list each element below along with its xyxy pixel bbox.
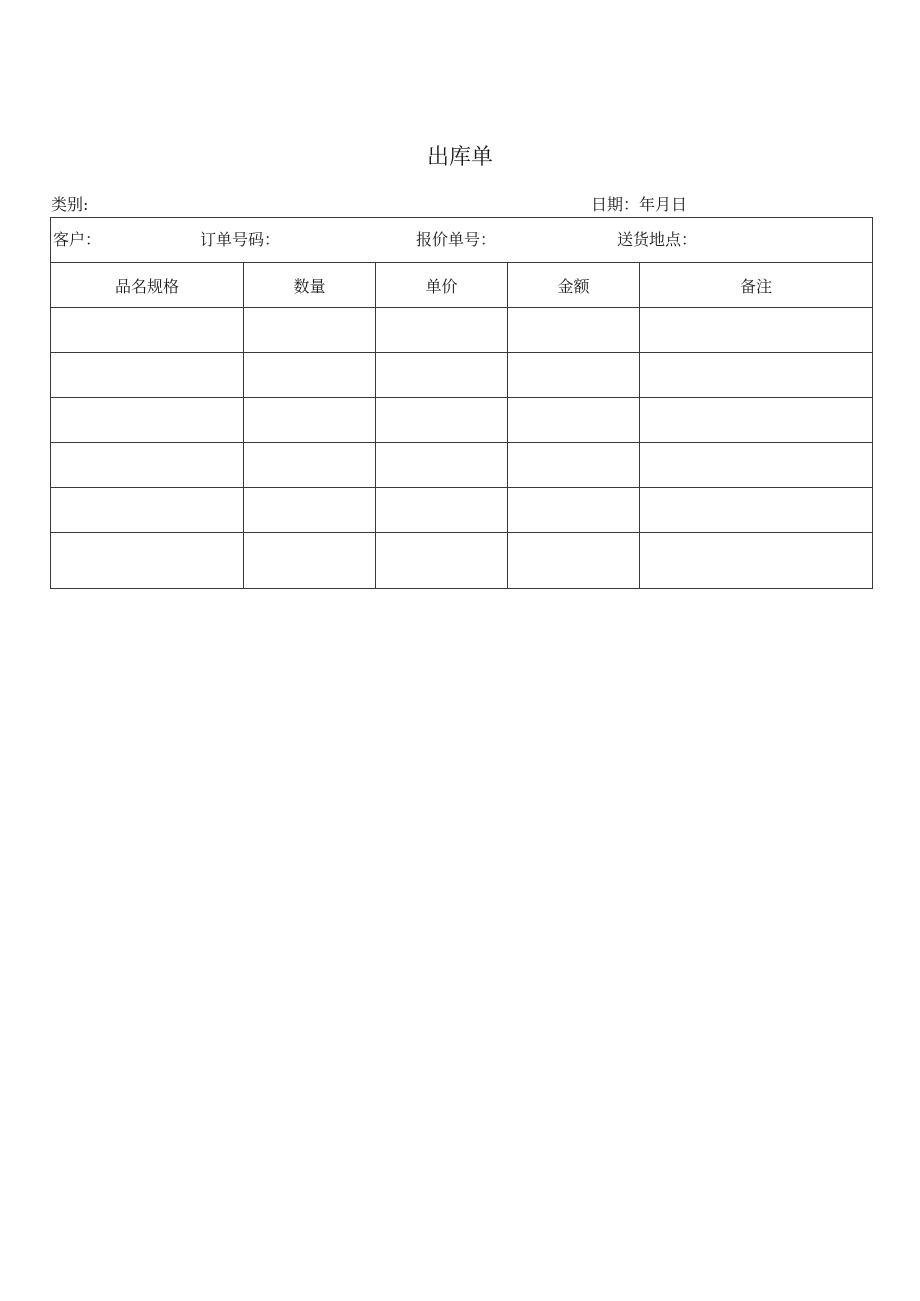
cell-unit-price[interactable]	[376, 443, 508, 488]
table-row	[51, 533, 873, 589]
outbound-form-table	[50, 217, 873, 589]
customer-label: 客户：	[53, 230, 102, 249]
cell-product-spec[interactable]	[51, 533, 244, 589]
cell-unit-price[interactable]	[376, 533, 508, 589]
header-unit-price: 单价	[376, 263, 508, 308]
delivery-location-label: 送货地点：	[617, 230, 698, 249]
header-quantity: 数量	[244, 263, 376, 308]
info-row	[51, 218, 873, 263]
cell-unit-price[interactable]	[376, 398, 508, 443]
cell-quantity[interactable]	[244, 488, 376, 533]
cell-unit-price[interactable]	[376, 353, 508, 398]
cell-amount[interactable]	[508, 308, 640, 353]
cell-remarks[interactable]	[640, 353, 873, 398]
cell-remarks[interactable]	[640, 533, 873, 589]
cell-product-spec[interactable]	[51, 398, 244, 443]
cell-amount[interactable]	[508, 398, 640, 443]
cell-remarks[interactable]	[640, 398, 873, 443]
cell-unit-price[interactable]	[376, 308, 508, 353]
info-cell	[51, 218, 873, 263]
quote-number-label: 报价单号：	[416, 230, 497, 249]
cell-remarks[interactable]	[640, 308, 873, 353]
header-amount: 金额	[508, 263, 640, 308]
cell-amount[interactable]	[508, 353, 640, 398]
table-row	[51, 398, 873, 443]
page-title: 出库单	[426, 145, 493, 170]
cell-quantity[interactable]	[244, 353, 376, 398]
table-row	[51, 308, 873, 353]
table-row	[51, 353, 873, 398]
cell-remarks[interactable]	[640, 488, 873, 533]
table-row	[51, 488, 873, 533]
category-label: 类别:	[51, 195, 89, 214]
cell-product-spec[interactable]	[51, 488, 244, 533]
cell-remarks[interactable]	[640, 443, 873, 488]
header-product-spec: 品名规格	[51, 263, 244, 308]
cell-product-spec[interactable]	[51, 443, 244, 488]
cell-quantity[interactable]	[244, 398, 376, 443]
cell-quantity[interactable]	[244, 308, 376, 353]
cell-amount[interactable]	[508, 533, 640, 589]
order-number-label: 订单号码：	[200, 230, 281, 249]
cell-quantity[interactable]	[244, 533, 376, 589]
header-remarks: 备注	[640, 263, 873, 308]
cell-product-spec[interactable]	[51, 353, 244, 398]
table-row	[51, 443, 873, 488]
date-label: 日期：年月日	[591, 195, 688, 214]
cell-amount[interactable]	[508, 488, 640, 533]
cell-product-spec[interactable]	[51, 308, 244, 353]
cell-amount[interactable]	[508, 443, 640, 488]
table-header-row	[51, 263, 873, 308]
cell-unit-price[interactable]	[376, 488, 508, 533]
cell-quantity[interactable]	[244, 443, 376, 488]
